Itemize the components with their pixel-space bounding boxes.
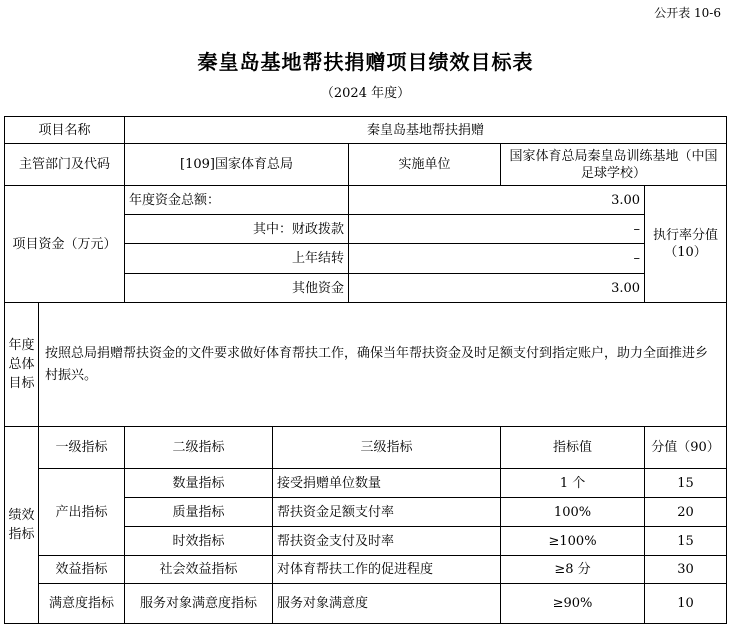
indicator-level2: 社会效益指标 <box>125 556 273 584</box>
performance-target-table <box>4 116 727 624</box>
page-title: 秦皇岛基地帮扶捐赠项目绩效目标表 <box>197 50 534 74</box>
indicator-value: 1 个 <box>501 469 645 498</box>
indicator-value: ≥90% <box>501 584 645 624</box>
funds-total-value: 3.00 <box>349 186 645 215</box>
indicator-score: 30 <box>645 556 727 584</box>
benefit-indicator-label: 效益指标 <box>39 556 125 584</box>
indicator-level2: 时效指标 <box>125 527 273 556</box>
indicator-value: ≥8 分 <box>501 556 645 584</box>
indicator-level3: 接受捐赠单位数量 <box>273 469 501 498</box>
indicators-section-label: 绩效指标 <box>5 427 39 624</box>
indicator-value: 100% <box>501 498 645 527</box>
indicator-level2: 数量指标 <box>125 469 273 498</box>
year-label: （2024 年度） <box>320 86 411 101</box>
impl-unit-value: 国家体育总局秦皇岛训练基地（中国足球学校） <box>501 144 727 186</box>
indicator-level2: 服务对象满意度指标 <box>125 584 273 624</box>
indicator-score: 15 <box>645 527 727 556</box>
funds-fiscal-value: – <box>349 215 645 244</box>
funds-carryover-label: 上年结转 <box>125 244 349 274</box>
header-score: 分值（90） <box>645 427 727 469</box>
output-indicator-label: 产出指标 <box>39 469 125 556</box>
funds-other-label: 其他资金 <box>125 274 349 303</box>
dept-value: [109]国家体育总局 <box>125 144 349 186</box>
indicator-score: 10 <box>645 584 727 624</box>
indicator-level3: 对体育帮扶工作的促进程度 <box>273 556 501 584</box>
indicator-level3: 帮扶资金支付及时率 <box>273 527 501 556</box>
funds-label: 项目资金（万元） <box>5 186 125 303</box>
impl-unit-label: 实施单位 <box>349 144 501 186</box>
header-level2: 二级指标 <box>125 427 273 469</box>
header-level1: 一级指标 <box>39 427 125 469</box>
header-value: 指标值 <box>501 427 645 469</box>
annual-goal-label: 年度总体目标 <box>5 303 39 427</box>
indicator-level3: 帮扶资金足额支付率 <box>273 498 501 527</box>
funds-fiscal-label: 其中：财政拨款 <box>125 215 349 244</box>
satisfaction-indicator-label: 满意度指标 <box>39 584 125 624</box>
indicator-score: 15 <box>645 469 727 498</box>
table-reference-number: 公开表 10-6 <box>654 6 721 20</box>
funds-total-label: 年度资金总额： <box>125 186 349 215</box>
project-name-value: 秦皇岛基地帮扶捐赠 <box>125 117 727 144</box>
indicator-level3: 服务对象满意度 <box>273 584 501 624</box>
indicator-level2: 质量指标 <box>125 498 273 527</box>
funds-other-value: 3.00 <box>349 274 645 303</box>
execution-rate-score-label: 执行率分值（10） <box>645 186 727 303</box>
project-name-label: 项目名称 <box>5 117 125 144</box>
indicator-score: 20 <box>645 498 727 527</box>
funds-carryover-value: – <box>349 244 645 274</box>
indicator-value: ≥100% <box>501 527 645 556</box>
header-level3: 三级指标 <box>273 427 501 469</box>
annual-goal-text: 按照总局捐赠帮扶资金的文件要求做好体育帮扶工作，确保当年帮扶资金及时足额支付到指定账户，助力全面推进乡村振兴。 <box>39 303 727 427</box>
dept-label: 主管部门及代码 <box>5 144 125 186</box>
